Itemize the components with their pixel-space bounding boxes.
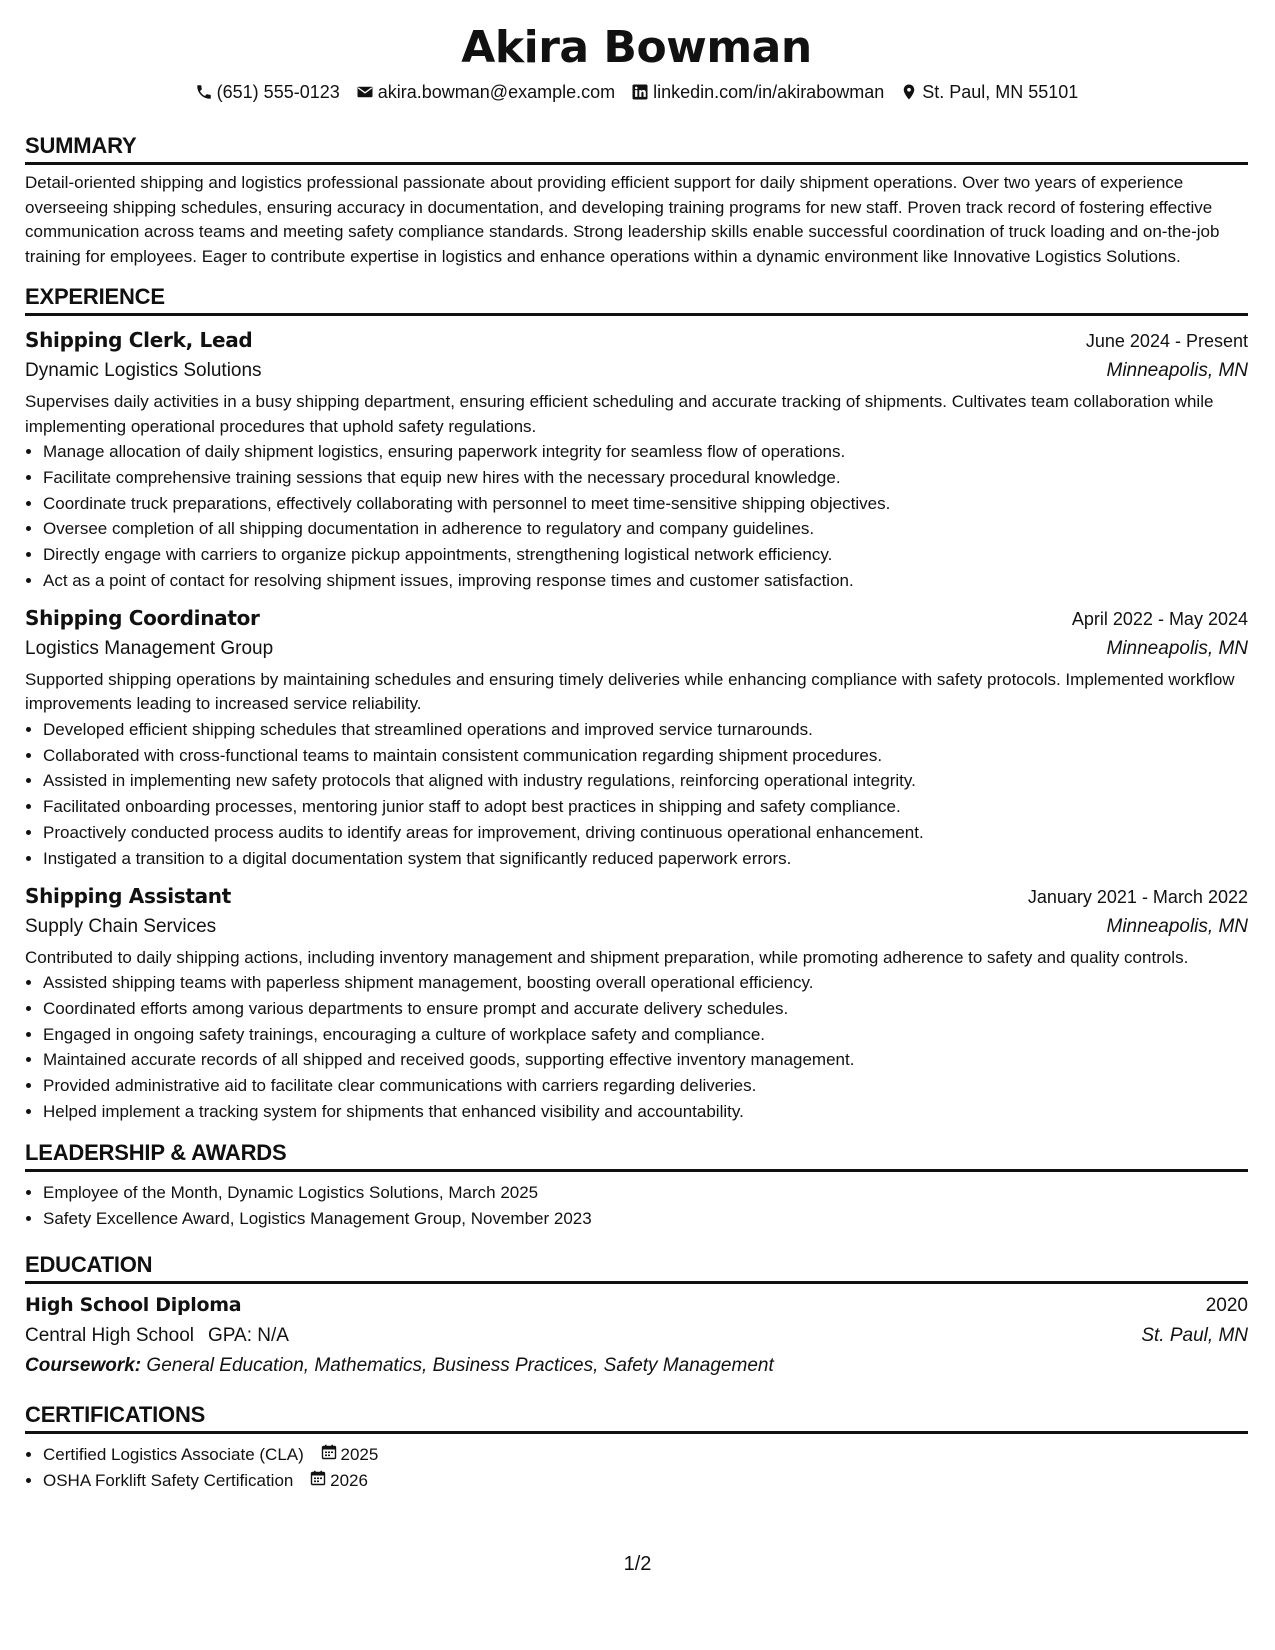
company-name: Supply Chain Services bbox=[25, 915, 217, 937]
page-number: 1/2 bbox=[623, 1553, 652, 1575]
summary-section bbox=[25, 132, 1248, 269]
job-dates: June 2024 - Present bbox=[1085, 331, 1248, 351]
contact-phone bbox=[195, 80, 340, 104]
certifications-list bbox=[25, 1442, 1248, 1494]
list-item: • Facilitate comprehensive training sessions that equip new hires with the necessary procedural knowledge. bbox=[43, 465, 1248, 491]
experience-entry bbox=[25, 325, 1248, 594]
list-item: • Safety Excellence Award, Logistics Management Group, November 2023 bbox=[43, 1206, 1248, 1232]
list-item: • Facilitated onboarding processes, mentoring junior staff to adopt best practices in shipping and safety compliance. bbox=[43, 794, 1248, 820]
linkedin-icon bbox=[631, 83, 649, 101]
section-title-experience: EXPERIENCE bbox=[25, 283, 1248, 316]
company-name: Logistics Management Group bbox=[25, 637, 274, 659]
school-location: St. Paul, MN bbox=[1141, 1325, 1248, 1347]
section-title-certifications: CERTIFICATIONS bbox=[25, 1401, 1248, 1434]
coursework-line bbox=[25, 1351, 1248, 1381]
certification-year-group bbox=[321, 1442, 379, 1468]
contact-email[interactable] bbox=[356, 80, 615, 104]
list-item: • Proactively conducted process audits to identify areas for improvement, driving continuous operational enhancement. bbox=[43, 820, 1248, 846]
job-title: Shipping Clerk, Lead bbox=[25, 328, 253, 352]
list-item: • Coordinate truck preparations, effectively collaborating with personnel to meet time-sensitive shipping objectives. bbox=[43, 491, 1248, 517]
list-item: • Engaged in ongoing safety trainings, encouraging a culture of workplace safety and compliance. bbox=[43, 1022, 1248, 1048]
section-title-leadership: LEADERSHIP & AWARDS bbox=[25, 1139, 1248, 1172]
contact-bar bbox=[25, 80, 1248, 104]
certification-name: Certified Logistics Associate (CLA) bbox=[43, 1445, 304, 1465]
list-item: • Oversee completion of all shipping documentation in adherence to regulatory and company guidelines. bbox=[43, 516, 1248, 542]
graduation-year: 2020 bbox=[1205, 1295, 1248, 1317]
list-item: • Provided administrative aid to facilitate clear communications with carriers regarding deliveries. bbox=[43, 1073, 1248, 1099]
phone-text: (651) 555-0123 bbox=[216, 82, 340, 102]
map-pin-icon bbox=[900, 83, 918, 101]
location-text: St. Paul, MN 55101 bbox=[922, 82, 1079, 102]
list-item: • Manage allocation of daily shipment logistics, ensuring paperwork integrity for seamless flow of operations. bbox=[43, 439, 1248, 465]
email-text: akira.bowman@example.com bbox=[377, 82, 616, 102]
certification-year: 2026 bbox=[330, 1471, 368, 1491]
list-item: • Coordinated efforts among various departments to ensure prompt and accurate delivery schedules. bbox=[43, 996, 1248, 1022]
certification-year-group bbox=[310, 1468, 368, 1494]
phone-icon bbox=[195, 83, 213, 101]
school-name: Central High School bbox=[25, 1325, 194, 1347]
school-line bbox=[25, 1321, 289, 1351]
awards-list bbox=[25, 1180, 1248, 1232]
linkedin-text: linkedin.com/in/akirabowman bbox=[653, 82, 885, 102]
job-location: Minneapolis, MN bbox=[1106, 360, 1248, 381]
job-location: Minneapolis, MN bbox=[1106, 915, 1248, 937]
company-name: Dynamic Logistics Solutions bbox=[25, 360, 262, 381]
job-description: Supervises daily activities in a busy shipping department, ensuring efficient scheduling and accurate tracking of shipments. Cultivates team collaboration while implementing operational procedures that uphold safety regulations. bbox=[25, 392, 1214, 436]
job-description: Contributed to daily shipping actions, including inventory management and shipment preparation, while promoting adherence to safety and quality controls. bbox=[25, 947, 1189, 967]
certifications-section bbox=[25, 1401, 1248, 1494]
list-item: • Assisted in implementing new safety protocols that aligned with industry regulations, reinforcing operational integrity. bbox=[43, 768, 1248, 794]
job-description: Supported shipping operations by maintaining schedules and ensuring timely deliveries while enhancing compliance with safety protocols. Implemented workflow improvements leading to increased service reliability. bbox=[25, 669, 1235, 714]
experience-entry bbox=[25, 603, 1248, 872]
coursework-text: General Education, Mathematics, Business Practices, Safety Management bbox=[146, 1355, 774, 1377]
candidate-name: Akira Bowman bbox=[461, 22, 812, 73]
list-item: • Instigated a transition to a digital documentation system that significantly reduced paperwork errors. bbox=[43, 846, 1248, 872]
list-item bbox=[43, 1468, 1248, 1494]
resume-content bbox=[25, 18, 1248, 1494]
envelope-icon bbox=[356, 83, 374, 101]
job-bullets bbox=[25, 439, 1248, 594]
experience-entry bbox=[25, 881, 1248, 1125]
section-title-summary: SUMMARY bbox=[25, 132, 1248, 165]
list-item: • Act as a point of contact for resolving shipment issues, improving response times and customer satisfaction. bbox=[43, 568, 1248, 594]
list-item: • Assisted shipping teams with paperless shipment management, boosting overall operational efficiency. bbox=[43, 970, 1248, 996]
calendar-icon bbox=[321, 1442, 337, 1468]
list-item: • Developed efficient shipping schedules that streamlined operations and improved service turnarounds. bbox=[43, 717, 1248, 743]
gpa-text: GPA: N/A bbox=[207, 1325, 289, 1347]
calendar-icon bbox=[310, 1468, 326, 1494]
list-item bbox=[43, 1442, 1248, 1468]
contact-location bbox=[900, 80, 1078, 104]
job-title: Shipping Coordinator bbox=[25, 605, 260, 630]
contact-linkedin[interactable] bbox=[631, 80, 884, 104]
certification-year: 2025 bbox=[340, 1445, 379, 1465]
leadership-section bbox=[25, 1139, 1248, 1232]
list-item: • Employee of the Month, Dynamic Logistics Solutions, March 2025 bbox=[43, 1180, 1248, 1206]
job-bullets bbox=[25, 717, 1248, 872]
section-title-education: EDUCATION bbox=[25, 1251, 1248, 1284]
coursework-label: Coursework: bbox=[25, 1355, 142, 1377]
job-dates: April 2022 - May 2024 bbox=[1071, 608, 1248, 629]
job-dates: January 2021 - March 2022 bbox=[1027, 886, 1248, 907]
summary-text: Detail-oriented shipping and logistics professional passionate about providing efficient support for daily shipment operations. Over two years of experience overseeing shipping schedules, ensuring accuracy in documentation, and developing training programs for new staff. Proven track record of fostering effective communication across teams and meeting safety compliance standards. Strong leadership skills enable successful coordination of truck loading and on-the-job training for employees. Eager to contribute expertise in logistics and enhance operations within a dynamic environment like Innovative Logistics Solutions. bbox=[25, 173, 1220, 266]
list-item: • Helped implement a tracking system for shipments that enhanced visibility and accountability. bbox=[43, 1099, 1248, 1125]
certification-name: OSHA Forklift Safety Certification bbox=[43, 1471, 294, 1491]
education-section bbox=[25, 1251, 1248, 1381]
list-item: • Collaborated with cross-functional teams to maintain consistent communication regarding shipment procedures. bbox=[43, 743, 1248, 769]
job-location: Minneapolis, MN bbox=[1106, 637, 1248, 659]
list-item: • Maintained accurate records of all shipped and received goods, supporting effective inventory management. bbox=[43, 1047, 1248, 1073]
degree-name: High School Diploma bbox=[25, 1294, 242, 1317]
job-title: Shipping Assistant bbox=[25, 883, 232, 908]
job-bullets bbox=[25, 970, 1248, 1125]
experience-section bbox=[25, 283, 1248, 1125]
education-entry bbox=[25, 1290, 1248, 1381]
list-item: • Directly engage with carriers to organize pickup appointments, strengthening logistical network efficiency. bbox=[43, 542, 1248, 568]
